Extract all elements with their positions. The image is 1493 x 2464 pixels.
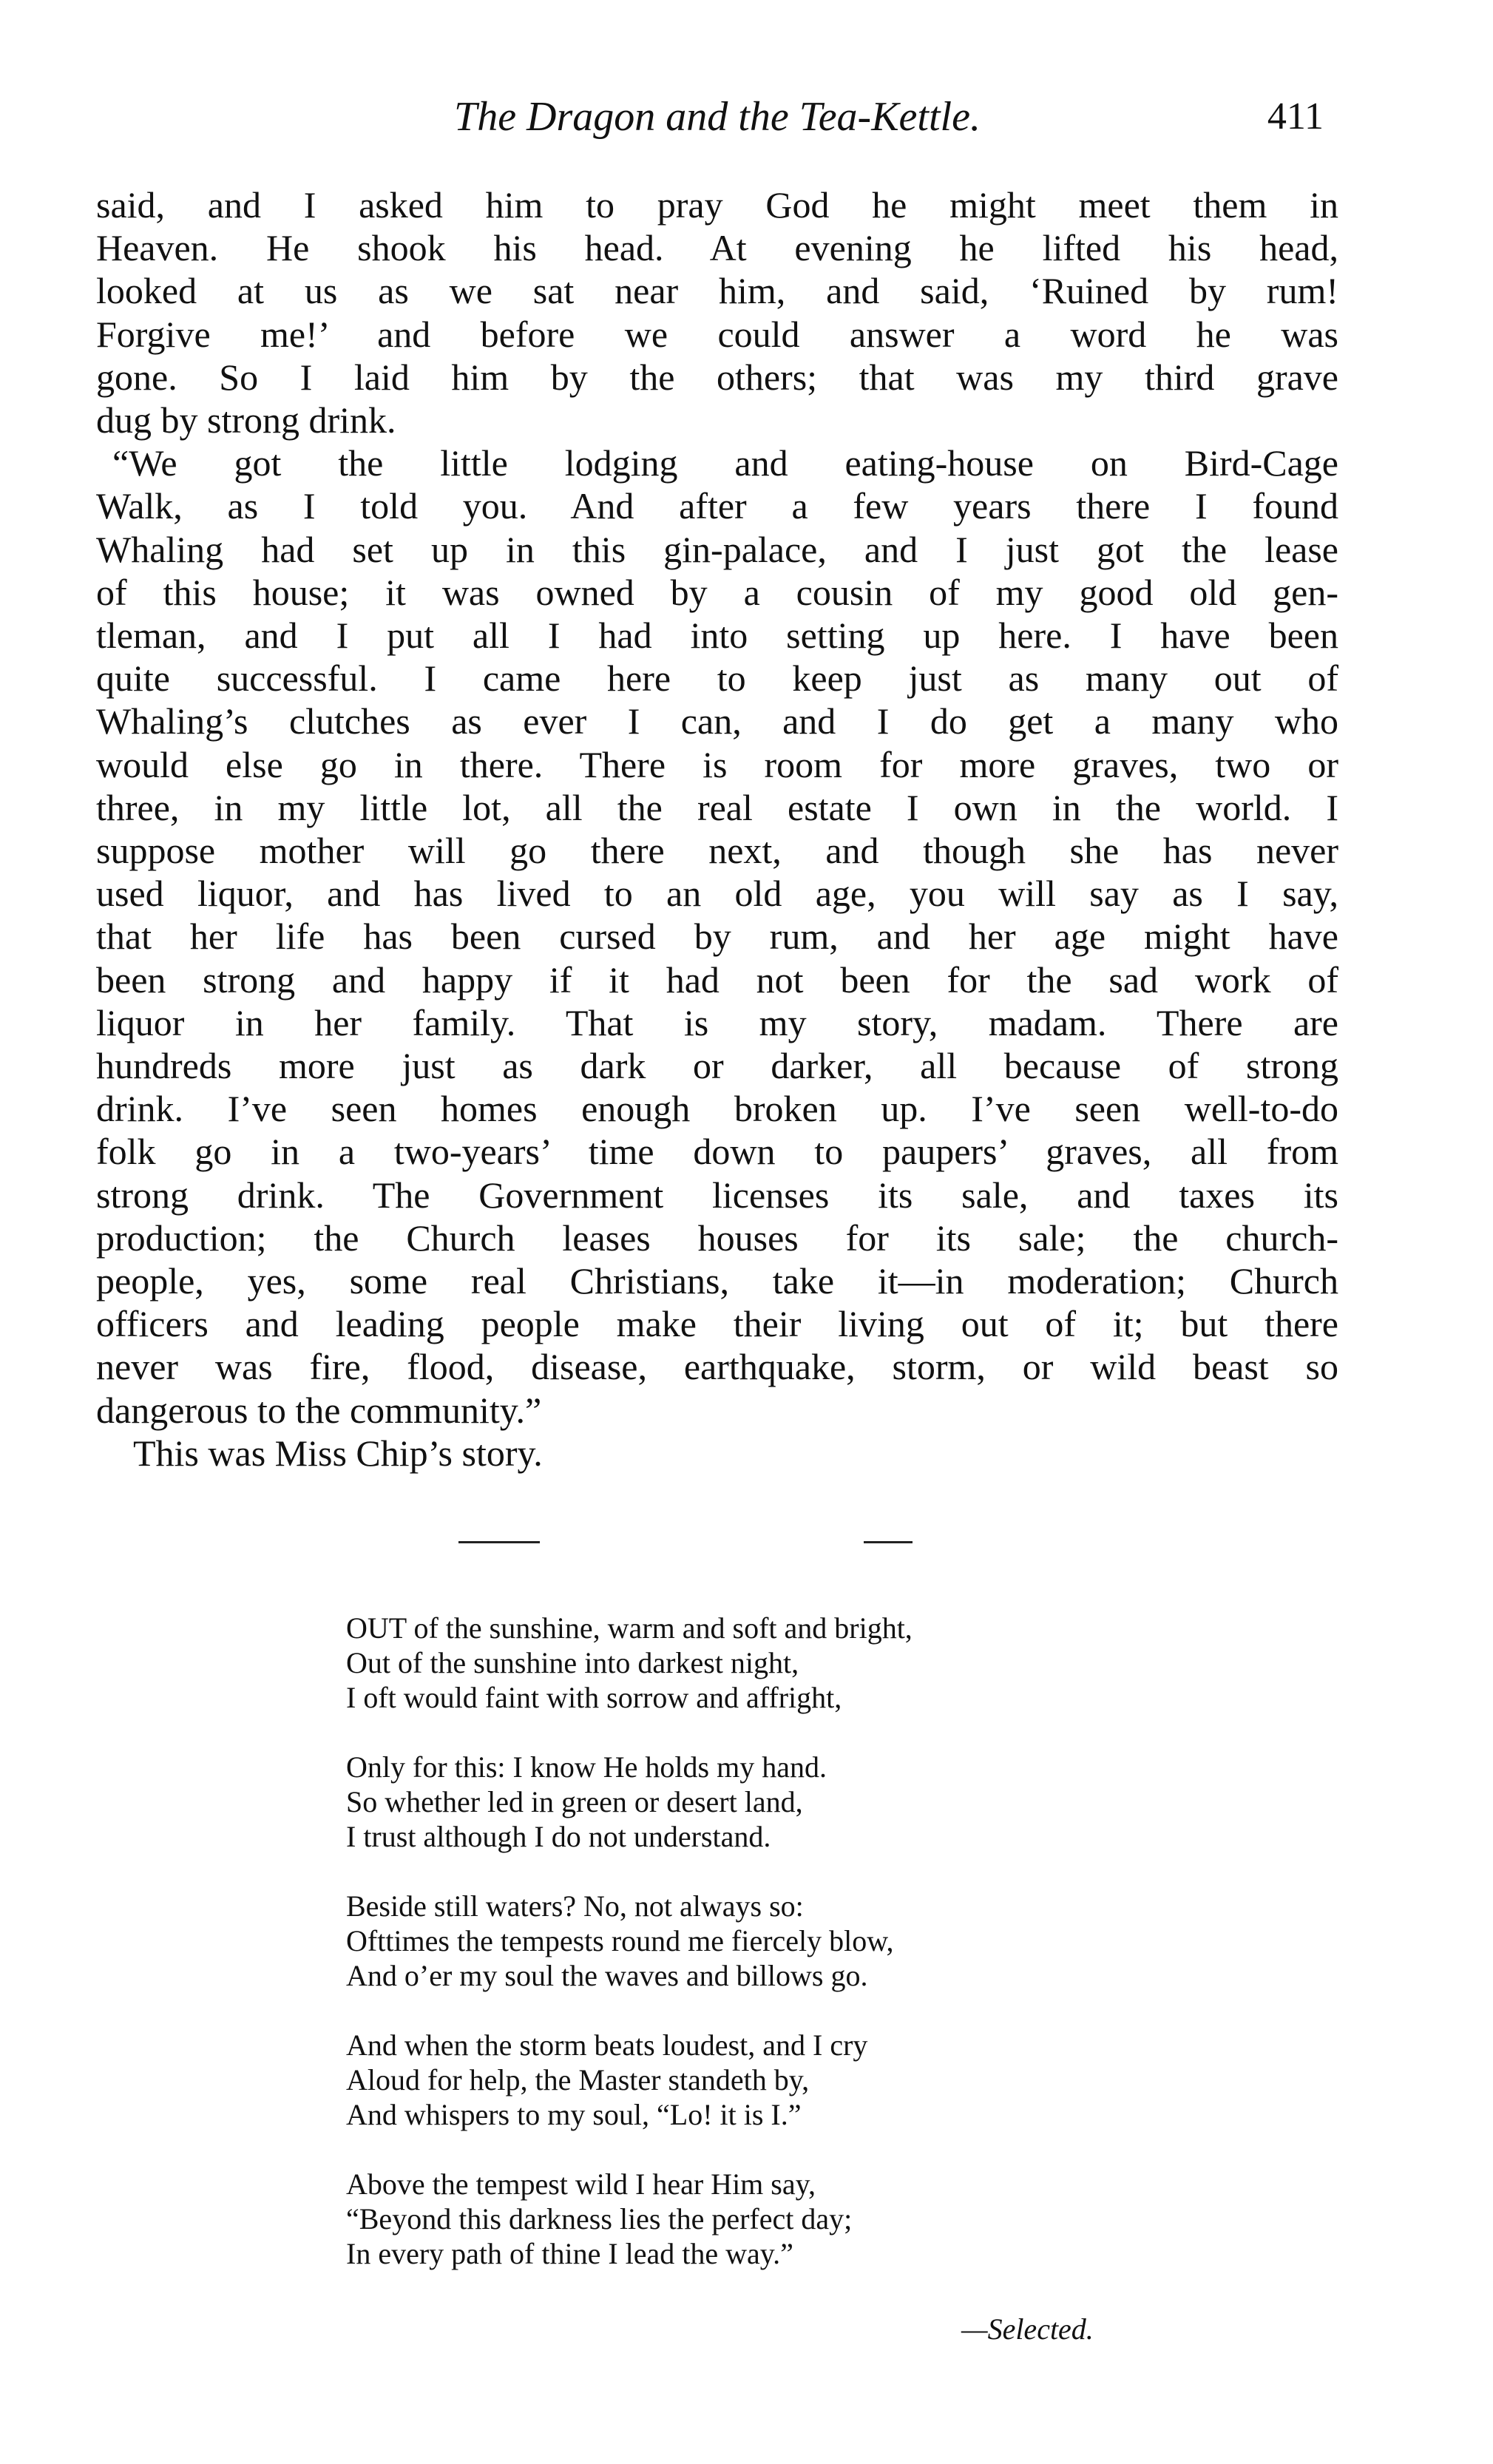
prose-block bbox=[96, 183, 1338, 1475]
poem-line: Only for this: I know He holds my hand. bbox=[346, 1750, 827, 1784]
prose-line: folk go in a two-years’ time down to paupers’ graves, all from bbox=[96, 1131, 1338, 1173]
page-number: 411 bbox=[1267, 95, 1324, 138]
prose-line: used liquor, and has lived to an old age, you will say as I say, bbox=[96, 873, 1338, 915]
prose-line: Whaling had set up in this gin-palace, and I just got the lease bbox=[96, 528, 1338, 570]
prose-line: that her life has been cursed by rum, and her age might have bbox=[96, 915, 1338, 958]
prose-line: “We got the little lodging and eating-house on Bird-Cage bbox=[112, 442, 1338, 484]
prose-line: people, yes, some real Christians, take it—in moderation; Church bbox=[96, 1260, 1338, 1302]
prose-line: drink. I’ve seen homes enough broken up. I’ve seen well-to-do bbox=[96, 1088, 1338, 1130]
poem-line: Above the tempest wild I hear Him say, bbox=[346, 2167, 816, 2201]
poem-attribution: —Selected. bbox=[961, 2312, 1094, 2346]
poem-line: Out of the sunshine into darkest night, bbox=[346, 1646, 799, 1679]
section-separator bbox=[0, 1538, 1493, 1546]
poem-stanza bbox=[346, 1611, 1196, 1715]
prose-line: would else go in there. There is room for more graves, two or bbox=[96, 743, 1338, 785]
separator-dash bbox=[458, 1541, 540, 1543]
prose-line: production; the Church leases houses for its sale; the church- bbox=[96, 1216, 1338, 1259]
prose-line: liquor in her family. That is my story, madam. There are bbox=[96, 1001, 1338, 1043]
prose-line: suppose mother will go there next, and though she has never bbox=[96, 830, 1338, 872]
poem-line: I trust although I do not understand. bbox=[346, 1820, 771, 1853]
page-header bbox=[96, 87, 1338, 146]
poem-line: OUT of the sunshine, warm and soft and bright, bbox=[346, 1611, 913, 1645]
separator-dash bbox=[864, 1541, 913, 1543]
prose-line: said, and I asked him to pray God he might meet them in bbox=[96, 184, 1338, 226]
prose-line: hundreds more just as dark or darker, all because of strong bbox=[96, 1045, 1338, 1087]
poem-line: And whispers to my soul, “Lo! it is I.” bbox=[346, 2098, 802, 2131]
poem-line: I oft would faint with sorrow and affright, bbox=[346, 1681, 842, 1714]
poem-line: And o’er my soul the waves and billows go. bbox=[346, 1959, 868, 1992]
poem-line: Aloud for help, the Master standeth by, bbox=[346, 2063, 810, 2096]
prose-line: three, in my little lot, all the real estate I own in the world. I bbox=[96, 786, 1338, 828]
prose-line: officers and leading people make their living out of it; but there bbox=[96, 1303, 1338, 1345]
running-title: The Dragon and the Tea-Kettle. bbox=[454, 94, 981, 140]
poem-line: In every path of thine I lead the way.” bbox=[346, 2237, 793, 2270]
prose-line: This was Miss Chip’s story. bbox=[133, 1432, 543, 1474]
prose-line: Forgive me!’ and before we could answer a word he was bbox=[96, 313, 1338, 355]
prose-line: tleman, and I put all I had into setting up here. I have been bbox=[96, 615, 1338, 657]
poem-line: Ofttimes the tempests round me fiercely blow, bbox=[346, 1924, 894, 1957]
prose-line: strong drink. The Government licenses its sale, and taxes its bbox=[96, 1174, 1338, 1216]
prose-line: of this house; it was owned by a cousin of my good old gen- bbox=[96, 571, 1338, 613]
poem-line: Beside still waters? No, not always so: bbox=[346, 1889, 804, 1923]
prose-line: looked at us as we sat near him, and said, ‘Ruined by rum! bbox=[96, 270, 1338, 312]
prose-line: been strong and happy if it had not been for the sad work of bbox=[96, 958, 1338, 1001]
poem-line: “Beyond this darkness lies the perfect day; bbox=[346, 2202, 853, 2235]
prose-line: Whaling’s clutches as ever I can, and I do get a many who bbox=[96, 700, 1338, 742]
prose-line: gone. So I laid him by the others; that was my third grave bbox=[96, 356, 1338, 398]
prose-line: quite successful. I came here to keep just as many out of bbox=[96, 657, 1338, 700]
poem-line: So whether led in green or desert land, bbox=[346, 1785, 803, 1818]
prose-line: dangerous to the community.” bbox=[96, 1389, 542, 1431]
prose-line: dug by strong drink. bbox=[96, 399, 396, 441]
poem-line: And when the storm beats loudest, and I cry bbox=[346, 2028, 868, 2062]
prose-line: Walk, as I told you. And after a few years there I found bbox=[96, 485, 1338, 527]
poem bbox=[346, 1611, 1196, 2271]
prose-line: Heaven. He shook his head. At evening he lifted his head, bbox=[96, 227, 1338, 269]
poem-stanza bbox=[346, 1889, 1196, 1993]
poem-stanza bbox=[346, 2167, 1196, 2271]
poem-stanza bbox=[346, 2028, 1196, 2132]
poem-stanza bbox=[346, 1750, 1196, 1854]
prose-line: never was fire, flood, disease, earthquake, storm, or wild beast so bbox=[96, 1346, 1338, 1388]
